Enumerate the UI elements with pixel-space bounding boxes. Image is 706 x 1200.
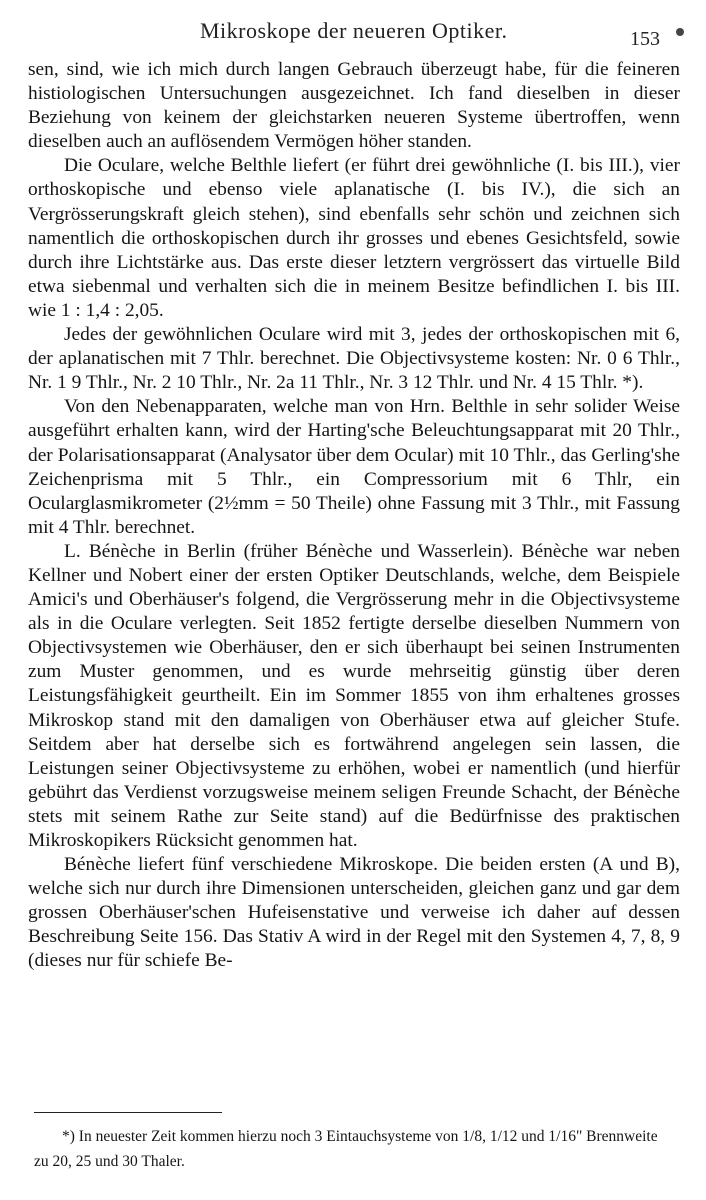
paragraph-beneche: L. Bénèche in Berlin (früher Bénèche und Wasserlein). Bénèche war neben Kellner und Nobert einer der ersten Optiker Deutschlands, welche, dem Beispiele Amici's und Oberhäuser's folgend, die Vergrösserung mehr in die Objectivsysteme als in die Oculare verlegten. Seit 1852 fertigte derselbe dieselben Nummern von Objectivsystemen wie Oberhäuser, den er sich überhaupt bei seinen Instrumenten zum Muster genommen, und es wurde mehrseitig günstig über deren Leistungsfähigkeit geurtheilt. Ein im Sommer 1855 von ihm erhaltenes grosses Mikroskop stand mit den damaligen von Oberhäuser etwa auf gleicher Stufe. Seitdem aber hat derselbe sich es fortwährend angelegen sein lassen, die Leistungen seiner Objectivsysteme zu erhöhen, wobei er namentlich (und hierfür gebührt das Verdienst vorzugsweise meinem seligen Freunde Schacht, der Bénèche stets mit seinem Rathe zur Seite stand) auf die Bedürfnisse des praktischen Mikroskopikers Rücksicht genommen hat. bbox=[28, 540, 680, 851]
body-text bbox=[28, 58, 680, 974]
paragraph-oculare: Die Oculare, welche Belthle liefert (er führt drei gewöhnliche (I. bis III.), vier orthoskopische und ebenso viele aplanatische (I. bis IV.), die sich an Vergrösserungskraft gleich stehen), sind ebenfalls sehr schön und zeichnen sich namentlich die orthoskopischen durch ihr grosses und ebenes Gesichtsfeld, sowie durch ihre Lichtstärke aus. Das erste dieser letztern vergrössert das virtuelle Bild etwa siebenmal und verhalten sich die in meinem Besitze befindlichen I. bis III. wie 1 : 1,4 : 2,05. bbox=[28, 155, 680, 321]
ink-dot-mark bbox=[676, 28, 684, 36]
paragraph-nebenapparate: Von den Nebenapparaten, welche man von Hrn. Belthle in sehr solider Weise ausgeführt erhalten kann, wird der Harting'sche Beleuchtungsapparat mit 20 Thlr., der Polarisationsapparat (Analysator über dem Ocular) mit 10 Thlr., das Gerling'she Zeichenprisma mit 5 Thlr., ein Compressorium mit 6 Thlr, ein Ocularglasmikrometer (2½mm = 50 Theile) ohne Fassung mit 3 Thlr., mit Fassung mit 4 Thlr. berechnet. bbox=[28, 396, 680, 538]
footnote-text: *) In neuester Zeit kommen hierzu noch 3 Eintauchsysteme von 1/8, 1/12 und 1/16" Brennweite zu 20, 25 und 30 Thaler. bbox=[34, 1128, 658, 1170]
running-title: Mikroskope der neueren Optiker. bbox=[200, 18, 508, 43]
footnote bbox=[34, 1124, 674, 1174]
paragraph-mikroskope: Bénèche liefert fünf verschiedene Mikroskope. Die beiden ersten (A und B), welche sich nur durch ihre Dimensionen unterscheiden, gleichen ganz und gar dem grossen Oberhäuser'schen Hufeisenstative und verweise ich daher auf dessen Beschreibung Seite 156. Das Stativ A wird in der Regel mit den Systemen 4, 7, 8, 9 (dieses nur für schiefe Be- bbox=[28, 854, 680, 972]
paragraph-continuation: sen, sind, wie ich mich durch langen Gebrauch überzeugt habe, für die feineren histiologischen Untersuchungen ausgezeichnet. Ich fand dieselben in dieser Beziehung von keinem der gleichstarken neueren Systeme übertroffen, wenn dieselben auch an auflösendem Vermögen höher standen. bbox=[28, 59, 680, 153]
paragraph-prices: Jedes der gewöhnlichen Oculare wird mit 3, jedes der orthoskopischen mit 6, der aplanatischen mit 7 Thlr. berechnet. Die Objectivsysteme kosten: Nr. 0 6 Thlr., Nr. 1 9 Thlr., Nr. 2 10 Thlr., Nr. 2a 11 Thlr., Nr. 3 12 Thlr. und Nr. 4 15 Thlr. *). bbox=[28, 324, 680, 394]
footnote-divider bbox=[34, 1112, 222, 1113]
page-header bbox=[0, 14, 706, 50]
page-number: 153 bbox=[630, 28, 660, 50]
